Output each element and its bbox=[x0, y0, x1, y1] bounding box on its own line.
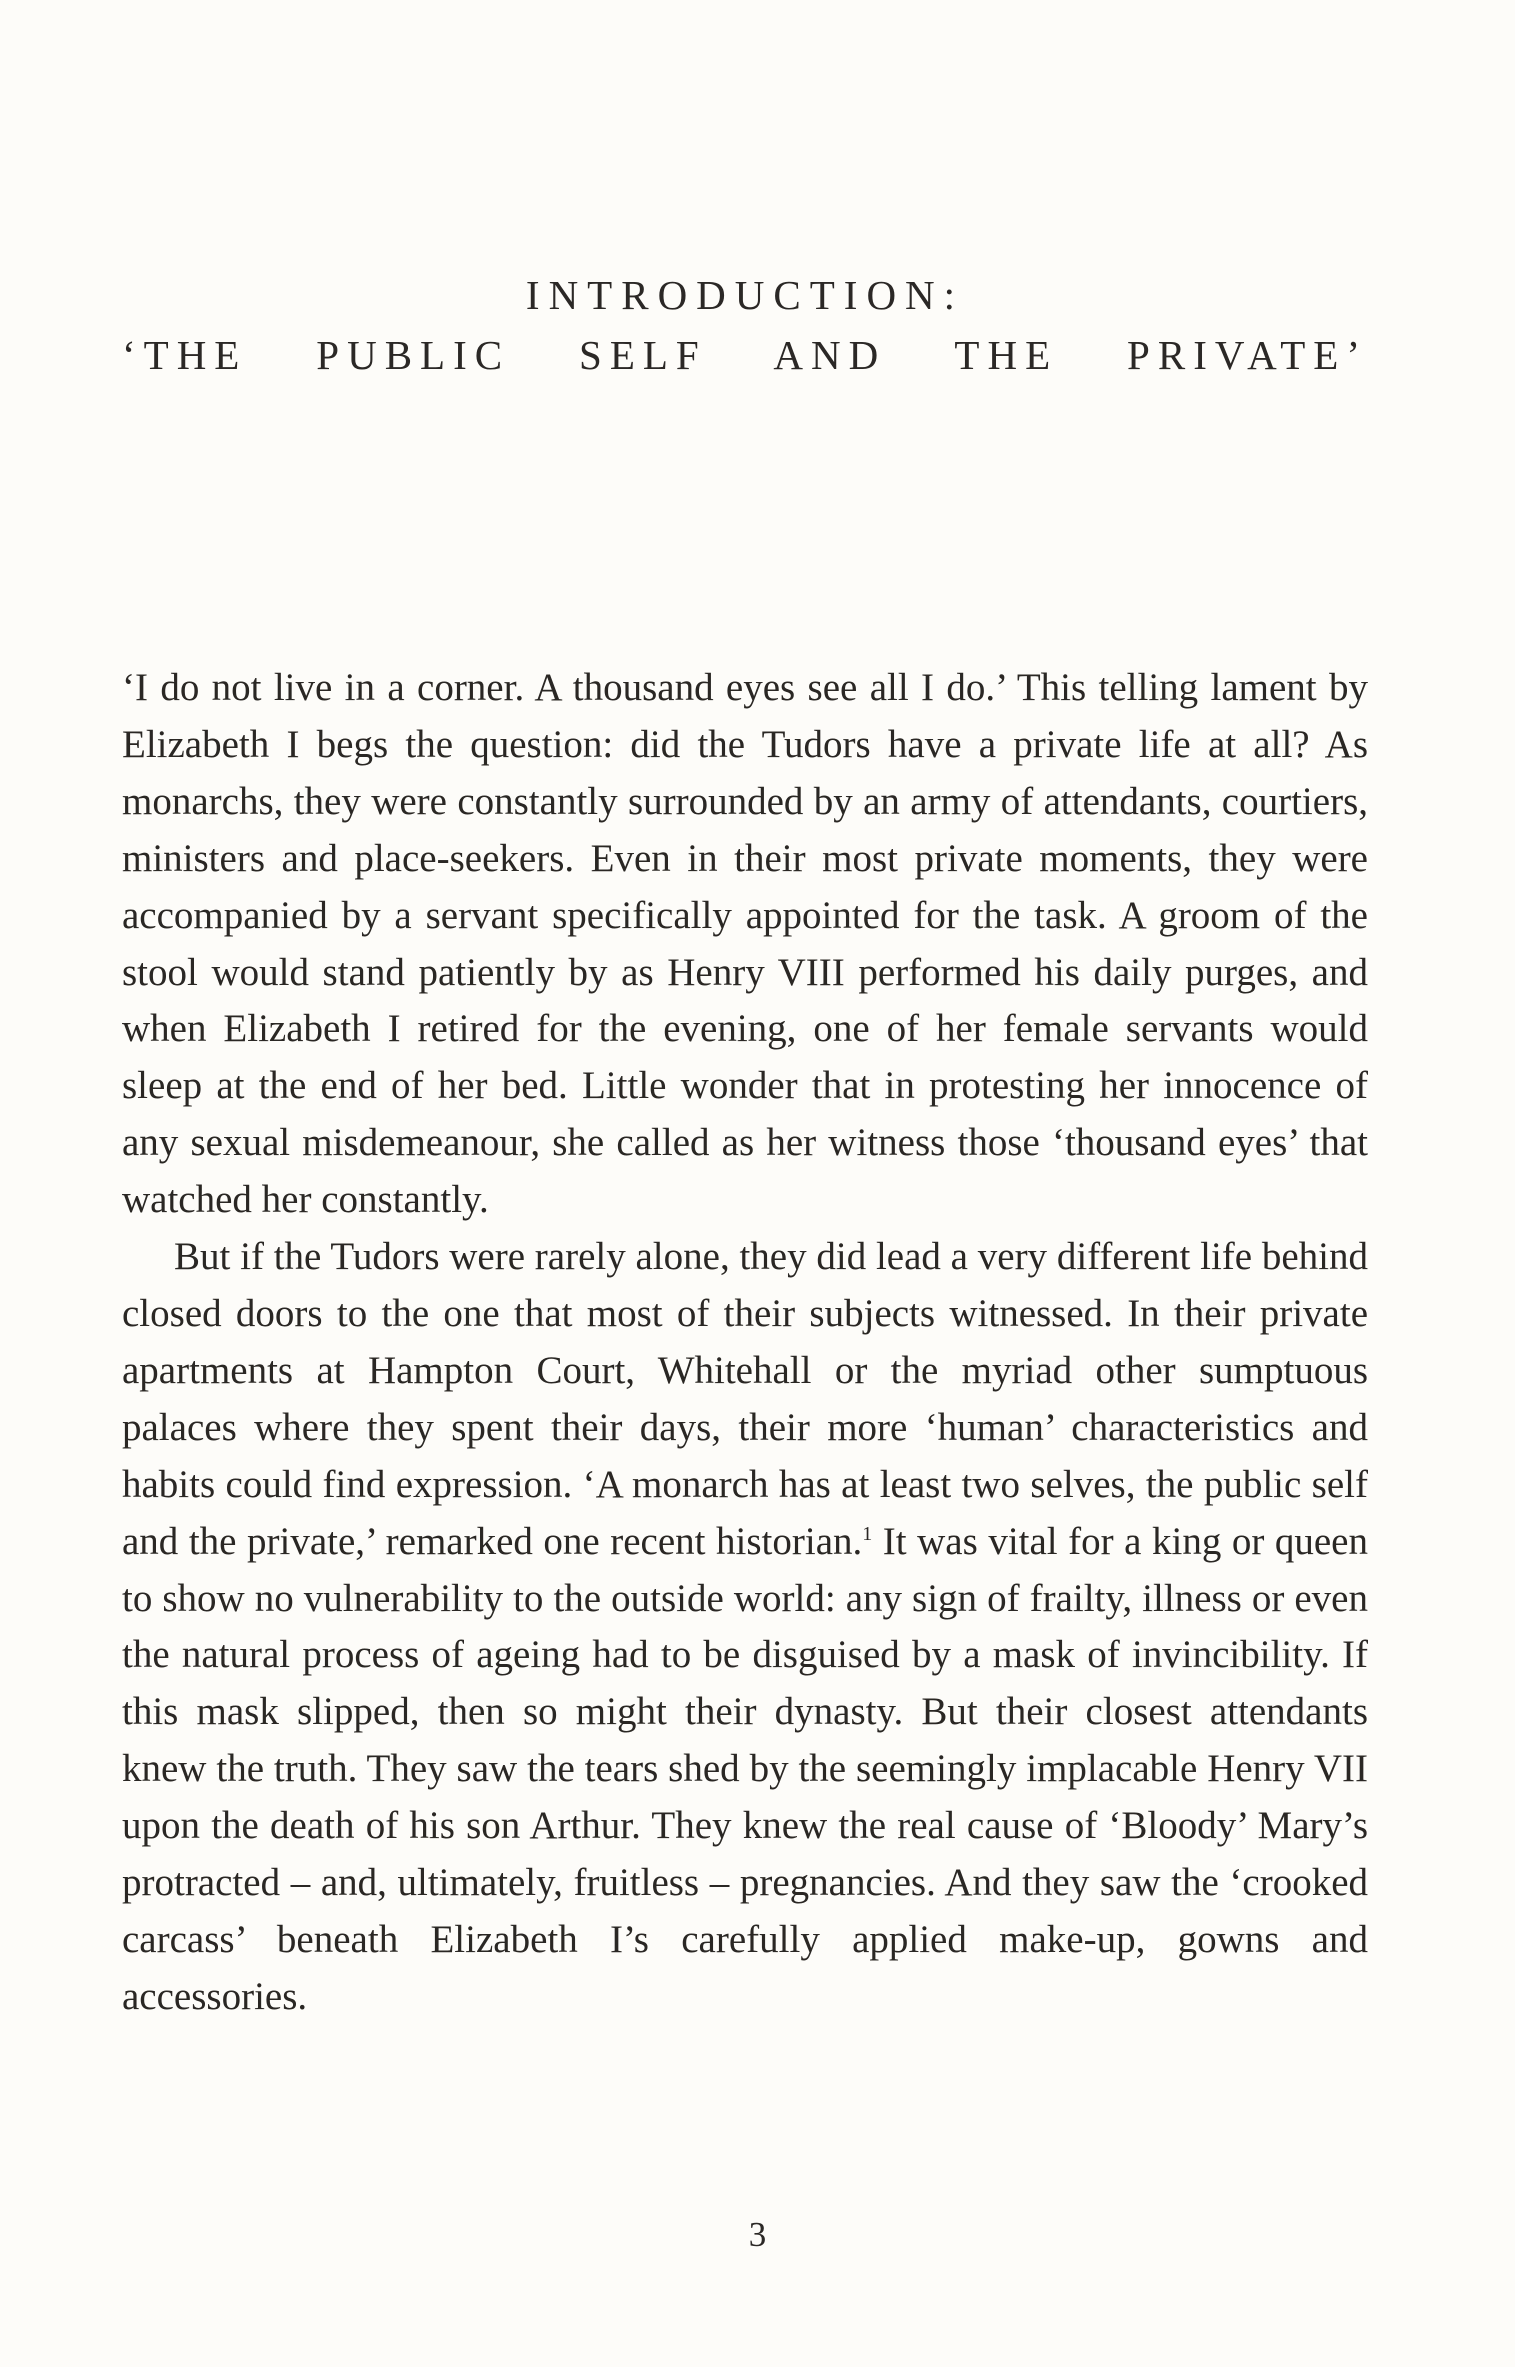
paragraph-2-text-end: It was vital for a king or queen to show no vulnerability to the outside world: any sign of frailty, illness or even the natural process of ageing had to be disguised by a mask of invincibility. If this mask slipped, then so might their dynasty. But their closest attendants knew the truth. They saw the tears shed by the seemingly implacable Henry VII upon the death of his son Arthur. They knew the real cause of ‘Bloody’ Mary’s protracted – and, ultimately, fruitless – pregnancies. And they saw the ‘crooked carcass’ beneath Elizabeth I’s carefully applied make-up, gowns and accessories. bbox=[122, 1519, 1368, 2018]
body-text bbox=[122, 660, 1368, 2026]
page-number: 3 bbox=[748, 2215, 767, 2254]
footnote-marker[interactable]: 1 bbox=[862, 1522, 873, 1545]
chapter-heading bbox=[122, 265, 1368, 385]
paragraph-1: ‘I do not live in a corner. A thousand eyes see all I do.’ This telling lament by Elizabeth I begs the question: did the Tudors have a private life at all? As monarchs, they were constantly surrounded by an army of attendants, courtiers, ministers and place-seekers. Even in their most private moments, they were accompanied by a servant specifically appointed for the task. A groom of the stool would stand patiently by as Henry VIII performed his daily purges, and when Elizabeth I retired for the evening, one of her female servants would sleep at the end of her bed. Little wonder that in protesting her innocence of any sexual misdemeanour, she called as her witness those ‘thousand eyes’ that watched her constantly. bbox=[122, 666, 1368, 1222]
paragraph-2 bbox=[122, 1229, 1368, 2026]
paragraph-2-text-start: But if the Tudors were rarely alone, they did lead a very different life behind closed doors to the one that most of their subjects witnessed. In their private apartments at Hampton Court, Whitehall or the myriad other sumptuous palaces where they spent their days, their more ‘human’ characteristics and habits could find expression. ‘A monarch has at least two selves, the public self and the private,’ remarked one recent historian. bbox=[122, 1235, 1368, 1563]
chapter-title-line-2: ‘THE PUBLIC SELF AND THE PRIVATE’ bbox=[122, 332, 1368, 378]
chapter-title-line-1: INTRODUCTION: bbox=[525, 272, 965, 318]
